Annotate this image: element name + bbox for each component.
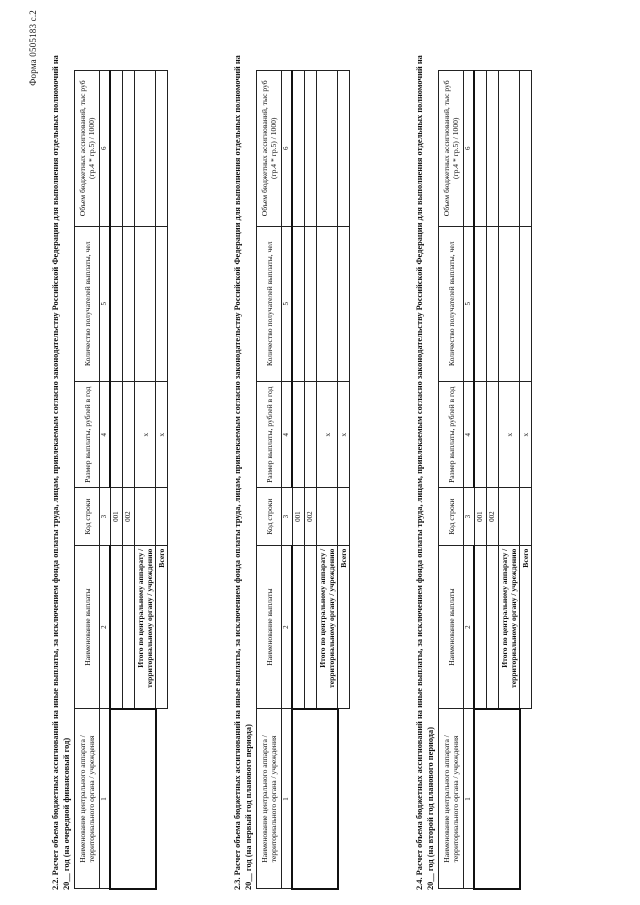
payment-name-cell[interactable] [487, 545, 499, 709]
header-col2: Наименование выплаты [439, 545, 464, 709]
colnum-6: 6 [282, 71, 293, 227]
colnum-1: 1 [100, 709, 111, 889]
total-label: Всего [338, 545, 350, 709]
colnum-2: 2 [282, 545, 293, 709]
amount-cell[interactable] [292, 71, 305, 227]
header-col5: Количество получателей выплаты, чел [257, 226, 282, 382]
colnum-5: 5 [464, 226, 475, 382]
colnum-4: 4 [100, 382, 111, 488]
calculation-table [74, 70, 168, 890]
amount-total[interactable] [338, 71, 350, 227]
payment-size-cell[interactable] [292, 382, 305, 488]
amount-subtotal[interactable] [499, 71, 520, 227]
recipients-subtotal[interactable] [135, 226, 156, 382]
x-mark: x [338, 382, 350, 488]
recipients-cell[interactable] [292, 226, 305, 382]
recipients-cell[interactable] [474, 226, 487, 382]
payment-name-cell[interactable] [305, 545, 317, 709]
row-code: 002 [305, 488, 317, 545]
colnum-4: 4 [282, 382, 293, 488]
row-code: 001 [110, 488, 123, 545]
header-col1: Наименование центрального аппарата / территориального органа / учреждения [439, 709, 464, 889]
row-code: 002 [487, 488, 499, 545]
row-code [317, 488, 338, 545]
payment-size-cell[interactable] [123, 382, 135, 488]
colnum-2: 2 [100, 545, 111, 709]
payment-name-cell[interactable] [110, 545, 123, 709]
total-label: Всего [520, 545, 532, 709]
row-code [156, 488, 168, 545]
x-mark: x [317, 382, 338, 488]
colnum-6: 6 [100, 71, 111, 227]
subtotal-label: Итого по центральному аппарату / территориальному органу / учреждению [135, 545, 156, 709]
subtotal-label: Итого по центральному аппарату / территориальному органу / учреждению [499, 545, 520, 709]
header-col1: Наименование центрального аппарата / территориального органа / учреждения [75, 709, 100, 889]
recipients-subtotal[interactable] [317, 226, 338, 382]
amount-subtotal[interactable] [135, 71, 156, 227]
row-code: 002 [123, 488, 135, 545]
payment-size-cell[interactable] [305, 382, 317, 488]
amount-cell[interactable] [487, 71, 499, 227]
row-code [499, 488, 520, 545]
header-col1: Наименование центрального аппарата / территориального органа / учреждения [257, 709, 282, 889]
payment-name-cell[interactable] [123, 545, 135, 709]
recipients-subtotal[interactable] [499, 226, 520, 382]
amount-subtotal[interactable] [317, 71, 338, 227]
x-mark: x [135, 382, 156, 488]
rotated-form-sheet [28, 10, 610, 890]
amount-cell[interactable] [305, 71, 317, 227]
header-col2: Наименование выплаты [75, 545, 100, 709]
x-mark: x [520, 382, 532, 488]
section-2-3 [232, 10, 350, 890]
subtotal-label: Итого по центральному аппарату / территориальному органу / учреждению [317, 545, 338, 709]
header-col4: Размер выплаты, рублей в год [75, 382, 100, 488]
calculation-table [438, 70, 532, 890]
row-code [338, 488, 350, 545]
colnum-2: 2 [464, 545, 475, 709]
payment-size-cell[interactable] [487, 382, 499, 488]
row-code [520, 488, 532, 545]
recipients-total[interactable] [156, 226, 168, 382]
org-name-cell[interactable] [292, 709, 338, 889]
section-title: 2.2. Расчет объема бюджетных ассигнований на иные выплаты, за исключением фонда оплаты труда, лицам, привлекаемым согласно законодательству Российской Федерации для выполнения отдельных полномочий на 20__ год (на очередной финансовый год) [51, 55, 71, 890]
section-title: 2.4. Расчет объема бюджетных ассигнований на иные выплаты, за исключением фонда оплаты труда, лицам, привлекаемым согласно законодательству Российской Федерации для выполнения отдельных полномочий на 20__ год (на второй год планового периода) [415, 55, 435, 890]
x-mark: x [499, 382, 520, 488]
header-col4: Размер выплаты, рублей в год [439, 382, 464, 488]
colnum-5: 5 [282, 226, 293, 382]
recipients-cell[interactable] [487, 226, 499, 382]
amount-total[interactable] [156, 71, 168, 227]
section-2-2 [50, 10, 168, 890]
colnum-3: 3 [100, 488, 111, 545]
header-col5: Количество получателей выплаты, чел [439, 226, 464, 382]
recipients-cell[interactable] [110, 226, 123, 382]
form-id: Форма 0505183 с.2 [28, 10, 38, 86]
header-col3: Код строки [75, 488, 100, 545]
calculation-table [256, 70, 350, 890]
header-col6: Объем бюджетных ассигнований, тыс руб (гр.4 * гр.5) / 1000) [257, 71, 282, 227]
section-title: 2.3. Расчет объема бюджетных ассигнований на иные выплаты, за исключением фонда оплаты труда, лицам, привлекаемым согласно законодательству Российской Федерации для выполнения отдельных полномочий на 20__ год (на первый год планового периода) [233, 55, 253, 890]
recipients-cell[interactable] [123, 226, 135, 382]
recipients-total[interactable] [338, 226, 350, 382]
payment-size-cell[interactable] [110, 382, 123, 488]
org-name-cell[interactable] [474, 709, 520, 889]
recipients-cell[interactable] [305, 226, 317, 382]
org-name-cell[interactable] [110, 709, 156, 889]
colnum-1: 1 [282, 709, 293, 889]
row-code [135, 488, 156, 545]
header-col6: Объем бюджетных ассигнований, тыс руб (гр.4 * гр.5) / 1000) [75, 71, 100, 227]
header-col4: Размер выплаты, рублей в год [257, 382, 282, 488]
amount-total[interactable] [520, 71, 532, 227]
colnum-3: 3 [282, 488, 293, 545]
x-mark: x [156, 382, 168, 488]
amount-cell[interactable] [474, 71, 487, 227]
header-col2: Наименование выплаты [257, 545, 282, 709]
colnum-1: 1 [464, 709, 475, 889]
amount-cell[interactable] [110, 71, 123, 227]
colnum-6: 6 [464, 71, 475, 227]
colnum-4: 4 [464, 382, 475, 488]
colnum-5: 5 [100, 226, 111, 382]
section-2-4 [414, 10, 532, 890]
payment-name-cell[interactable] [474, 545, 487, 709]
row-code: 001 [474, 488, 487, 545]
amount-cell[interactable] [123, 71, 135, 227]
payment-size-cell[interactable] [474, 382, 487, 488]
header-col3: Код строки [439, 488, 464, 545]
header-col5: Количество получателей выплаты, чел [75, 226, 100, 382]
total-label: Всего [156, 545, 168, 709]
payment-name-cell[interactable] [292, 545, 305, 709]
recipients-total[interactable] [520, 226, 532, 382]
colnum-3: 3 [464, 488, 475, 545]
row-code: 001 [292, 488, 305, 545]
header-col6: Объем бюджетных ассигнований, тыс руб (гр.4 * гр.5) / 1000) [439, 71, 464, 227]
header-col3: Код строки [257, 488, 282, 545]
